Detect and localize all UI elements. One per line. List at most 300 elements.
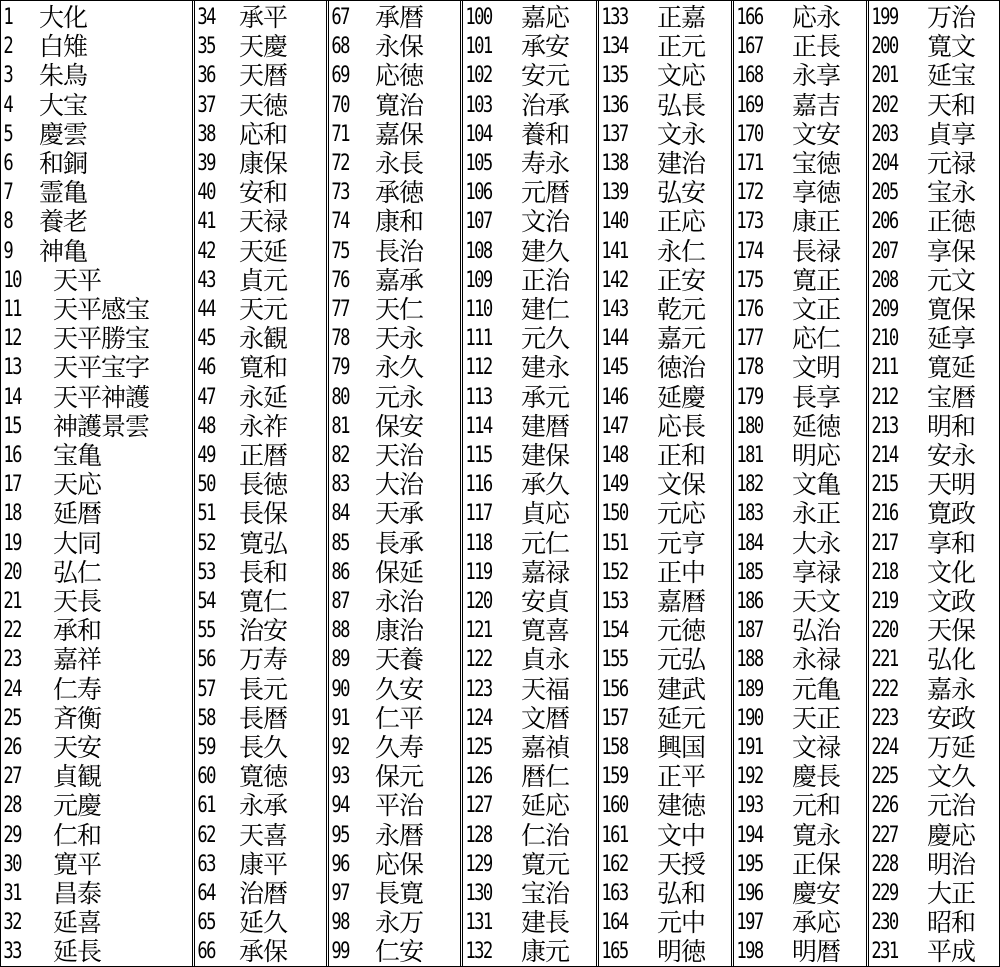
era-name: 承平 xyxy=(239,3,288,32)
era-name: 寛元 xyxy=(521,849,570,879)
era-name: 建武 xyxy=(657,674,706,704)
era-row xyxy=(599,879,731,908)
era-name: 大治 xyxy=(375,470,424,500)
era-number: 109 xyxy=(465,267,492,293)
era-number: 184 xyxy=(736,530,763,556)
era-number: 31 xyxy=(3,881,21,906)
era-row xyxy=(329,120,460,149)
era-number: 189 xyxy=(736,676,763,702)
era-number: 130 xyxy=(465,881,492,906)
era-row xyxy=(463,850,596,879)
era-number: 18 xyxy=(3,501,21,527)
era-name: 寛弘 xyxy=(239,528,288,558)
era-name: 嘉応 xyxy=(521,3,570,32)
era-name: 天平 xyxy=(53,265,102,295)
era-name: 宝永 xyxy=(927,178,976,208)
era-row xyxy=(195,616,326,645)
era-number: 82 xyxy=(331,443,349,468)
era-row xyxy=(195,529,326,558)
era-name: 延徳 xyxy=(792,411,841,441)
era-row xyxy=(869,266,999,295)
era-name: 延喜 xyxy=(53,908,102,938)
era-row xyxy=(734,61,866,90)
era-name: 宝治 xyxy=(521,879,570,908)
era-row xyxy=(463,762,596,791)
era-name: 白雉 xyxy=(39,32,88,62)
era-name: 長寛 xyxy=(375,879,424,908)
era-name: 天文 xyxy=(792,587,841,616)
era-name: 弘治 xyxy=(792,616,841,646)
era-row xyxy=(599,791,731,820)
era-row xyxy=(599,529,731,558)
era-name: 天慶 xyxy=(239,32,288,62)
era-row xyxy=(1,441,192,470)
era-number: 225 xyxy=(871,764,898,790)
era-name: 承応 xyxy=(792,908,841,938)
era-row xyxy=(1,645,192,674)
era-number: 114 xyxy=(465,413,492,439)
era-name: 元久 xyxy=(521,324,570,354)
era-number: 64 xyxy=(197,881,215,906)
era-number: 161 xyxy=(601,822,628,848)
era-row xyxy=(195,237,326,266)
era-number: 46 xyxy=(197,355,215,381)
era-column-4 xyxy=(463,1,599,966)
era-number: 81 xyxy=(331,413,349,439)
era-row xyxy=(329,266,460,295)
era-name: 天正 xyxy=(792,703,841,733)
era-number: 69 xyxy=(331,63,349,89)
era-number: 187 xyxy=(736,618,763,644)
era-row xyxy=(329,675,460,704)
era-name: 元亀 xyxy=(792,674,841,704)
era-row xyxy=(195,879,326,908)
era-name: 平治 xyxy=(375,791,424,821)
era-number: 179 xyxy=(736,384,763,410)
era-name: 寛政 xyxy=(927,499,976,529)
era-name: 享徳 xyxy=(792,178,841,208)
era-name: 承元 xyxy=(521,382,570,412)
era-name: 天応 xyxy=(53,470,102,500)
era-name: 正治 xyxy=(521,265,570,295)
era-number: 60 xyxy=(197,764,215,790)
era-number: 180 xyxy=(736,413,763,439)
era-row xyxy=(599,675,731,704)
era-row xyxy=(734,645,866,674)
era-row xyxy=(1,850,192,879)
era-number: 162 xyxy=(601,851,628,877)
era-name: 元和 xyxy=(792,791,841,821)
era-number: 14 xyxy=(3,384,21,410)
era-number: 17 xyxy=(3,472,21,498)
era-row xyxy=(329,908,460,937)
era-row xyxy=(869,821,999,850)
era-row xyxy=(195,850,326,879)
era-number: 181 xyxy=(736,443,763,468)
era-row xyxy=(329,937,460,966)
era-name: 正元 xyxy=(657,32,706,62)
era-name: 天和 xyxy=(927,90,976,120)
era-name: 文明 xyxy=(792,353,841,383)
era-number: 125 xyxy=(465,735,492,760)
era-row xyxy=(195,412,326,441)
era-number: 121 xyxy=(465,618,492,644)
era-row xyxy=(1,675,192,704)
era-row xyxy=(869,645,999,674)
era-number: 94 xyxy=(331,793,349,819)
era-number: 226 xyxy=(871,793,898,819)
era-name: 延暦 xyxy=(53,499,102,529)
era-row xyxy=(734,499,866,528)
era-number: 102 xyxy=(465,63,492,89)
era-row xyxy=(599,32,731,61)
era-number: 100 xyxy=(465,5,492,30)
era-number: 122 xyxy=(465,647,492,673)
era-row xyxy=(734,908,866,937)
era-row xyxy=(734,383,866,412)
era-row xyxy=(599,178,731,207)
era-number: 87 xyxy=(331,589,349,614)
era-row xyxy=(329,324,460,353)
era-number: 80 xyxy=(331,384,349,410)
era-row xyxy=(599,3,731,32)
era-number: 139 xyxy=(601,180,628,206)
era-name: 元文 xyxy=(927,265,976,295)
era-number: 44 xyxy=(197,297,215,322)
era-row xyxy=(463,821,596,850)
era-row xyxy=(1,558,192,587)
era-name: 弘安 xyxy=(657,178,706,208)
era-name: 文久 xyxy=(927,762,976,792)
era-row xyxy=(599,733,731,762)
era-number: 128 xyxy=(465,822,492,848)
era-row xyxy=(463,324,596,353)
era-name: 享禄 xyxy=(792,557,841,587)
era-number: 30 xyxy=(3,851,21,877)
era-row xyxy=(599,61,731,90)
era-name: 長元 xyxy=(239,674,288,704)
era-name: 宝暦 xyxy=(927,382,976,412)
era-row xyxy=(329,149,460,178)
era-name: 長享 xyxy=(792,382,841,412)
era-row xyxy=(734,587,866,616)
era-name: 大正 xyxy=(927,879,976,908)
era-name: 永観 xyxy=(239,324,288,354)
era-row xyxy=(463,207,596,236)
era-row xyxy=(195,558,326,587)
era-name: 貞元 xyxy=(239,265,288,295)
era-row xyxy=(734,733,866,762)
era-row xyxy=(463,412,596,441)
era-number: 107 xyxy=(465,209,492,235)
era-number: 165 xyxy=(601,939,628,965)
era-row xyxy=(599,207,731,236)
era-name: 長保 xyxy=(239,499,288,529)
era-number: 131 xyxy=(465,910,492,936)
era-row xyxy=(463,470,596,499)
era-name: 久安 xyxy=(375,674,424,704)
era-row xyxy=(329,237,460,266)
era-name: 延宝 xyxy=(927,61,976,91)
era-number: 158 xyxy=(601,735,628,760)
era-name: 弘仁 xyxy=(53,557,102,587)
era-row xyxy=(734,850,866,879)
era-name: 仁安 xyxy=(375,937,424,966)
era-number: 182 xyxy=(736,472,763,498)
era-name: 元亨 xyxy=(657,528,706,558)
era-number: 6 xyxy=(3,151,13,176)
era-row xyxy=(329,178,460,207)
era-number: 195 xyxy=(736,851,763,877)
era-row xyxy=(869,587,999,616)
era-number: 40 xyxy=(197,180,215,206)
era-name: 応仁 xyxy=(792,324,841,354)
era-number: 41 xyxy=(197,209,215,235)
era-row xyxy=(869,704,999,733)
era-row xyxy=(463,295,596,324)
era-name: 長和 xyxy=(239,557,288,587)
era-number: 55 xyxy=(197,618,215,644)
era-name: 仁和 xyxy=(53,820,102,850)
era-number: 123 xyxy=(465,676,492,702)
era-row xyxy=(869,791,999,820)
era-row xyxy=(1,529,192,558)
era-row xyxy=(734,91,866,120)
era-number: 56 xyxy=(197,647,215,673)
era-row xyxy=(329,383,460,412)
era-name: 正嘉 xyxy=(657,3,706,32)
era-number: 71 xyxy=(331,121,349,147)
era-row xyxy=(734,32,866,61)
era-row xyxy=(869,295,999,324)
era-name: 康治 xyxy=(375,616,424,646)
era-name: 正徳 xyxy=(927,207,976,237)
era-number: 103 xyxy=(465,92,492,118)
era-row xyxy=(869,207,999,236)
era-row xyxy=(869,3,999,32)
era-name: 応和 xyxy=(239,119,288,149)
era-number: 201 xyxy=(871,63,898,89)
era-name: 承安 xyxy=(521,32,570,62)
era-name: 応保 xyxy=(375,849,424,879)
era-name: 延享 xyxy=(927,324,976,354)
era-name: 延慶 xyxy=(657,382,706,412)
era-number: 16 xyxy=(3,443,21,468)
era-number: 5 xyxy=(3,121,13,147)
era-name: 康平 xyxy=(239,849,288,879)
era-row xyxy=(195,908,326,937)
era-name: 興国 xyxy=(657,733,706,762)
era-name: 寛喜 xyxy=(521,616,570,646)
era-row xyxy=(1,937,192,966)
era-row xyxy=(734,149,866,178)
era-number: 186 xyxy=(736,589,763,614)
era-number: 150 xyxy=(601,501,628,527)
era-row xyxy=(599,120,731,149)
era-number: 152 xyxy=(601,559,628,585)
era-name: 建仁 xyxy=(521,295,570,324)
era-number: 47 xyxy=(197,384,215,410)
era-row xyxy=(1,149,192,178)
era-row xyxy=(329,529,460,558)
era-row xyxy=(195,149,326,178)
era-name: 文正 xyxy=(792,295,841,324)
era-number: 124 xyxy=(465,705,492,731)
era-name: 天平勝宝 xyxy=(53,324,150,354)
era-row xyxy=(463,908,596,937)
era-row xyxy=(599,499,731,528)
era-name: 安政 xyxy=(927,703,976,733)
era-row xyxy=(599,383,731,412)
era-number: 145 xyxy=(601,355,628,381)
era-number: 35 xyxy=(197,34,215,60)
era-name: 天禄 xyxy=(239,207,288,237)
era-row xyxy=(599,645,731,674)
era-number: 89 xyxy=(331,647,349,673)
era-row xyxy=(195,704,326,733)
era-number: 163 xyxy=(601,881,628,906)
era-number: 146 xyxy=(601,384,628,410)
era-name: 康正 xyxy=(792,207,841,237)
era-name: 嘉禄 xyxy=(521,557,570,587)
era-name: 正安 xyxy=(657,265,706,295)
era-name: 長禄 xyxy=(792,236,841,266)
era-row xyxy=(1,383,192,412)
era-number: 132 xyxy=(465,939,492,965)
era-row xyxy=(329,558,460,587)
era-row xyxy=(1,908,192,937)
era-row xyxy=(869,558,999,587)
era-column-7 xyxy=(869,1,999,966)
era-number: 59 xyxy=(197,735,215,760)
era-name: 寛永 xyxy=(792,820,841,850)
era-name: 寛正 xyxy=(792,265,841,295)
era-name: 文中 xyxy=(657,820,706,850)
era-name: 慶長 xyxy=(792,762,841,792)
era-name: 天喜 xyxy=(239,820,288,850)
era-number: 154 xyxy=(601,618,628,644)
era-row xyxy=(463,120,596,149)
era-number: 70 xyxy=(331,92,349,118)
era-number: 113 xyxy=(465,384,492,410)
era-name: 天延 xyxy=(239,236,288,266)
era-name: 正中 xyxy=(657,557,706,587)
era-name: 文政 xyxy=(927,587,976,616)
era-name: 建保 xyxy=(521,441,570,470)
era-row xyxy=(599,616,731,645)
era-number: 65 xyxy=(197,910,215,936)
era-name: 文暦 xyxy=(521,703,570,733)
era-row xyxy=(195,120,326,149)
era-row xyxy=(463,149,596,178)
era-row xyxy=(599,149,731,178)
era-number: 77 xyxy=(331,297,349,322)
era-row xyxy=(734,207,866,236)
era-row xyxy=(329,645,460,674)
era-row xyxy=(734,558,866,587)
era-name: 寛治 xyxy=(375,90,424,120)
era-number: 58 xyxy=(197,705,215,731)
era-number: 156 xyxy=(601,676,628,702)
era-name: 嘉禎 xyxy=(521,733,570,762)
era-row xyxy=(463,61,596,90)
era-row xyxy=(734,353,866,382)
era-number: 144 xyxy=(601,326,628,352)
era-name: 神護景雲 xyxy=(53,411,150,441)
era-row xyxy=(329,821,460,850)
era-name: 正暦 xyxy=(239,441,288,470)
era-row xyxy=(1,324,192,353)
era-number: 140 xyxy=(601,209,628,235)
era-row xyxy=(599,937,731,966)
era-name: 正和 xyxy=(657,441,706,470)
era-row xyxy=(463,675,596,704)
era-number: 118 xyxy=(465,530,492,556)
era-number: 151 xyxy=(601,530,628,556)
era-name: 延長 xyxy=(53,937,102,966)
era-name: 治安 xyxy=(239,616,288,646)
era-name: 寛徳 xyxy=(239,762,288,792)
era-row xyxy=(734,237,866,266)
era-row xyxy=(1,704,192,733)
era-name: 長久 xyxy=(239,733,288,762)
era-name: 長承 xyxy=(375,528,424,558)
era-row xyxy=(329,412,460,441)
era-row xyxy=(1,32,192,61)
era-name: 昭和 xyxy=(927,908,976,938)
era-row xyxy=(599,587,731,616)
era-row xyxy=(195,645,326,674)
era-name: 治承 xyxy=(521,90,570,120)
era-row xyxy=(1,791,192,820)
era-number: 213 xyxy=(871,413,898,439)
era-name: 大宝 xyxy=(39,90,88,120)
era-row xyxy=(463,529,596,558)
era-number: 216 xyxy=(871,501,898,527)
era-name: 嘉祥 xyxy=(53,645,102,675)
era-number: 68 xyxy=(331,34,349,60)
era-name: 正長 xyxy=(792,32,841,62)
era-number: 111 xyxy=(465,326,492,352)
era-number: 88 xyxy=(331,618,349,644)
era-number: 202 xyxy=(871,92,898,118)
era-name: 文永 xyxy=(657,119,706,149)
era-number: 115 xyxy=(465,443,492,468)
era-name: 天保 xyxy=(927,616,976,646)
era-name: 文亀 xyxy=(792,470,841,500)
era-name: 仁平 xyxy=(375,703,424,733)
era-name: 文化 xyxy=(927,557,976,587)
era-number: 45 xyxy=(197,326,215,352)
era-name: 承保 xyxy=(239,937,288,966)
era-row xyxy=(869,61,999,90)
era-name: 延元 xyxy=(657,703,706,733)
era-name: 応永 xyxy=(792,3,841,32)
era-number: 224 xyxy=(871,735,898,760)
era-row xyxy=(1,499,192,528)
era-row xyxy=(599,704,731,733)
era-number: 32 xyxy=(3,910,21,936)
era-name: 貞観 xyxy=(53,762,102,792)
era-row xyxy=(329,91,460,120)
era-number: 22 xyxy=(3,618,21,644)
era-row xyxy=(869,412,999,441)
era-name: 承久 xyxy=(521,470,570,500)
era-number: 23 xyxy=(3,647,21,673)
era-row xyxy=(463,558,596,587)
era-name: 霊亀 xyxy=(39,178,88,208)
era-row xyxy=(463,353,596,382)
